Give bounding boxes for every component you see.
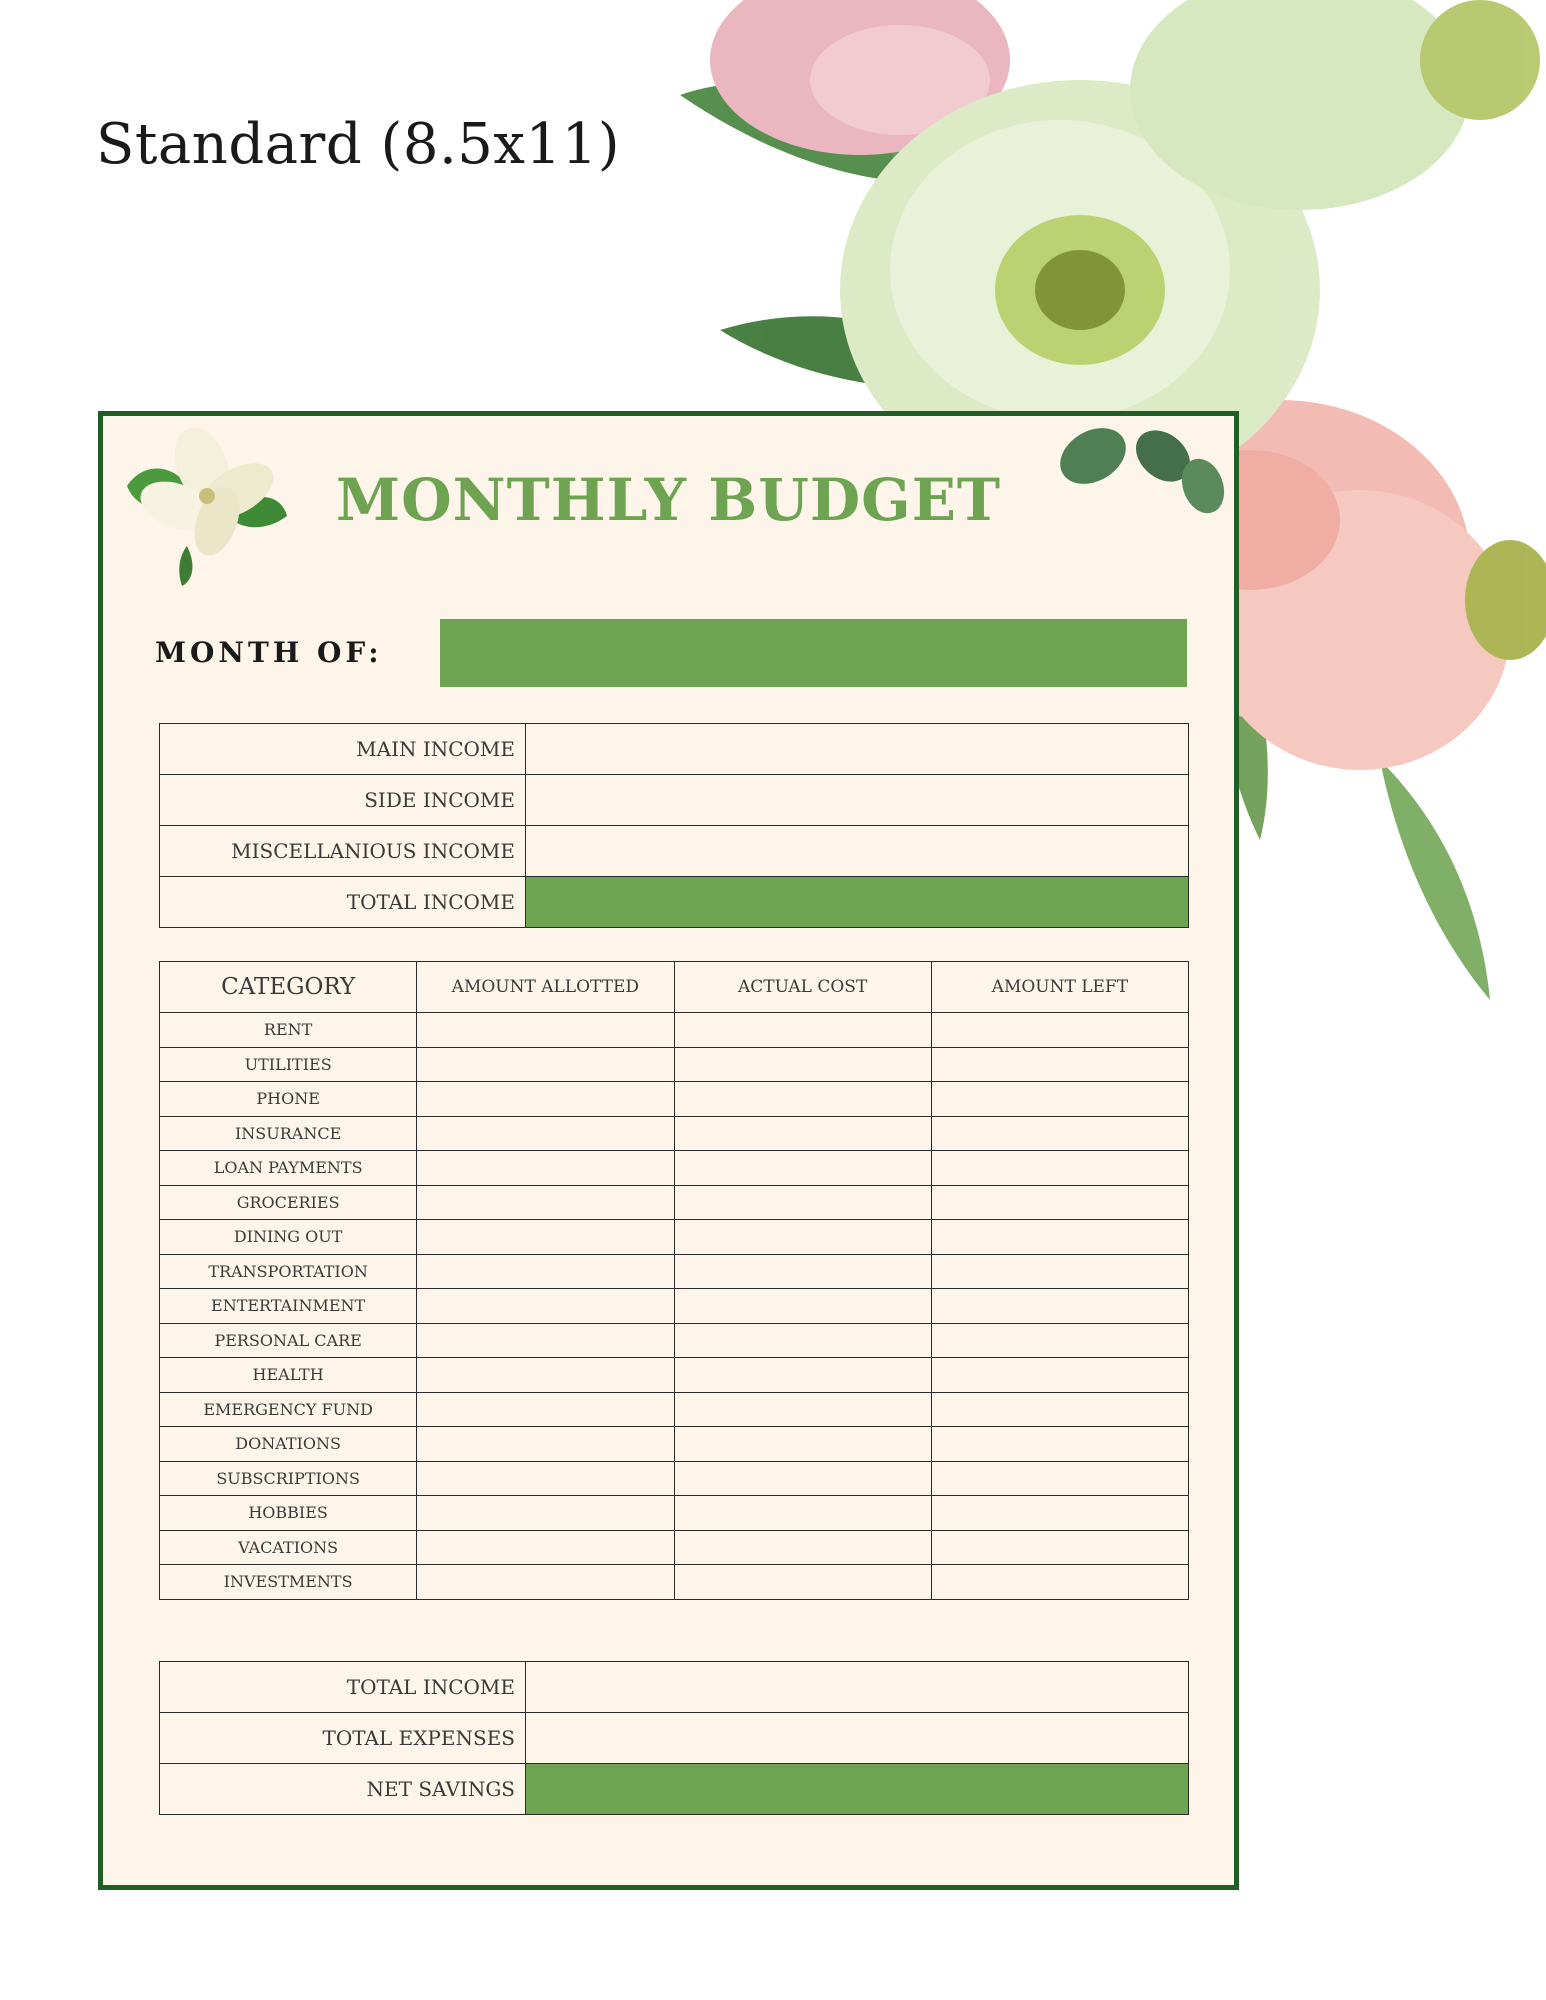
amount-allotted-cell[interactable] (417, 1013, 674, 1048)
category-label: HEALTH (160, 1358, 417, 1393)
amount-allotted-cell[interactable] (417, 1116, 674, 1151)
actual-cost-cell[interactable] (674, 1254, 931, 1289)
income-table (159, 723, 1189, 928)
amount-left-cell[interactable] (931, 1220, 1188, 1255)
table-row (160, 1323, 1189, 1358)
actual-cost-cell[interactable] (674, 1047, 931, 1082)
actual-cost-cell[interactable] (674, 1151, 931, 1186)
actual-cost-cell[interactable] (674, 1082, 931, 1117)
amount-left-cell[interactable] (931, 1427, 1188, 1462)
category-label: RENT (160, 1013, 417, 1048)
table-row (160, 1185, 1189, 1220)
actual-cost-cell[interactable] (674, 1427, 931, 1462)
actual-cost-cell[interactable] (674, 1392, 931, 1427)
table-row (160, 1151, 1189, 1186)
table-row (160, 724, 1189, 775)
table-row (160, 826, 1189, 877)
totals-table (159, 1661, 1189, 1815)
amount-allotted-cell[interactable] (417, 1254, 674, 1289)
category-label: EMERGENCY FUND (160, 1392, 417, 1427)
amount-allotted-cell[interactable] (417, 1220, 674, 1255)
actual-cost-cell[interactable] (674, 1530, 931, 1565)
budget-sheet (98, 411, 1239, 1890)
table-row (160, 1392, 1189, 1427)
amount-left-cell[interactable] (931, 1116, 1188, 1151)
amount-left-cell[interactable] (931, 1461, 1188, 1496)
actual-cost-cell[interactable] (674, 1323, 931, 1358)
income-label: TOTAL INCOME (160, 877, 526, 928)
net-savings-field[interactable] (526, 1764, 1189, 1815)
category-label: PERSONAL CARE (160, 1323, 417, 1358)
amount-left-cell[interactable] (931, 1565, 1188, 1600)
table-row (160, 1116, 1189, 1151)
actual-cost-cell[interactable] (674, 1185, 931, 1220)
category-label: PHONE (160, 1082, 417, 1117)
amount-left-cell[interactable] (931, 1082, 1188, 1117)
amount-left-cell[interactable] (931, 1496, 1188, 1531)
table-row (160, 1713, 1189, 1764)
actual-cost-cell[interactable] (674, 1289, 931, 1324)
amount-allotted-cell[interactable] (417, 1323, 674, 1358)
amount-left-cell[interactable] (931, 1323, 1188, 1358)
actual-cost-cell[interactable] (674, 1116, 931, 1151)
page-size-label: Standard (8.5x11) (96, 112, 621, 177)
income-label: MISCELLANIOUS INCOME (160, 826, 526, 877)
category-label: GROCERIES (160, 1185, 417, 1220)
category-label: ENTERTAINMENT (160, 1289, 417, 1324)
table-row (160, 1461, 1189, 1496)
table-row (160, 1289, 1189, 1324)
table-row (160, 1764, 1189, 1815)
month-input-field[interactable] (440, 619, 1187, 687)
amount-left-cell[interactable] (931, 1289, 1188, 1324)
table-row (160, 1662, 1189, 1713)
actual-cost-cell[interactable] (674, 1358, 931, 1393)
actual-cost-cell[interactable] (674, 1013, 931, 1048)
column-header: ACTUAL COST (674, 962, 931, 1013)
category-table (159, 961, 1189, 1600)
amount-allotted-cell[interactable] (417, 1565, 674, 1600)
page-title: MONTHLY BUDGET (335, 466, 1002, 534)
amount-allotted-cell[interactable] (417, 1461, 674, 1496)
category-label: DONATIONS (160, 1427, 417, 1462)
table-row (160, 1358, 1189, 1393)
month-label: MONTH OF: (155, 636, 383, 669)
category-label: UTILITIES (160, 1047, 417, 1082)
amount-allotted-cell[interactable] (417, 1185, 674, 1220)
totals-label: TOTAL EXPENSES (160, 1713, 526, 1764)
table-row (160, 1254, 1189, 1289)
amount-left-cell[interactable] (931, 1151, 1188, 1186)
amount-left-cell[interactable] (931, 1358, 1188, 1393)
table-row (160, 1047, 1189, 1082)
column-header: CATEGORY (160, 962, 417, 1013)
amount-allotted-cell[interactable] (417, 1427, 674, 1462)
amount-allotted-cell[interactable] (417, 1082, 674, 1117)
amount-allotted-cell[interactable] (417, 1289, 674, 1324)
table-row (160, 1082, 1189, 1117)
actual-cost-cell[interactable] (674, 1565, 931, 1600)
amount-allotted-cell[interactable] (417, 1392, 674, 1427)
totals-value-field[interactable] (526, 1662, 1189, 1713)
income-label: SIDE INCOME (160, 775, 526, 826)
amount-allotted-cell[interactable] (417, 1496, 674, 1531)
amount-left-cell[interactable] (931, 1185, 1188, 1220)
totals-label: NET SAVINGS (160, 1764, 526, 1815)
actual-cost-cell[interactable] (674, 1496, 931, 1531)
column-header: AMOUNT LEFT (931, 962, 1188, 1013)
amount-left-cell[interactable] (931, 1013, 1188, 1048)
actual-cost-cell[interactable] (674, 1461, 931, 1496)
amount-allotted-cell[interactable] (417, 1530, 674, 1565)
amount-left-cell[interactable] (931, 1047, 1188, 1082)
income-value-field[interactable] (526, 775, 1189, 826)
amount-left-cell[interactable] (931, 1254, 1188, 1289)
category-label: SUBSCRIPTIONS (160, 1461, 417, 1496)
table-row (160, 775, 1189, 826)
income-value-field[interactable] (526, 826, 1189, 877)
totals-label: TOTAL INCOME (160, 1662, 526, 1713)
total-income-field[interactable] (526, 877, 1189, 928)
table-header-row (160, 962, 1189, 1013)
table-row (160, 1530, 1189, 1565)
category-label: VACATIONS (160, 1530, 417, 1565)
totals-value-field[interactable] (526, 1713, 1189, 1764)
amount-allotted-cell[interactable] (417, 1151, 674, 1186)
table-row (160, 1220, 1189, 1255)
amount-allotted-cell[interactable] (417, 1358, 674, 1393)
category-label: TRANSPORTATION (160, 1254, 417, 1289)
category-label: INVESTMENTS (160, 1565, 417, 1600)
amount-left-cell[interactable] (931, 1392, 1188, 1427)
table-row (160, 1496, 1189, 1531)
table-row (160, 1565, 1189, 1600)
income-label: MAIN INCOME (160, 724, 526, 775)
amount-allotted-cell[interactable] (417, 1047, 674, 1082)
table-row (160, 1013, 1189, 1048)
income-value-field[interactable] (526, 724, 1189, 775)
table-row (160, 1427, 1189, 1462)
column-header: AMOUNT ALLOTTED (417, 962, 674, 1013)
category-label: INSURANCE (160, 1116, 417, 1151)
amount-left-cell[interactable] (931, 1530, 1188, 1565)
actual-cost-cell[interactable] (674, 1220, 931, 1255)
table-row (160, 877, 1189, 928)
category-label: LOAN PAYMENTS (160, 1151, 417, 1186)
category-label: DINING OUT (160, 1220, 417, 1255)
category-label: HOBBIES (160, 1496, 417, 1531)
